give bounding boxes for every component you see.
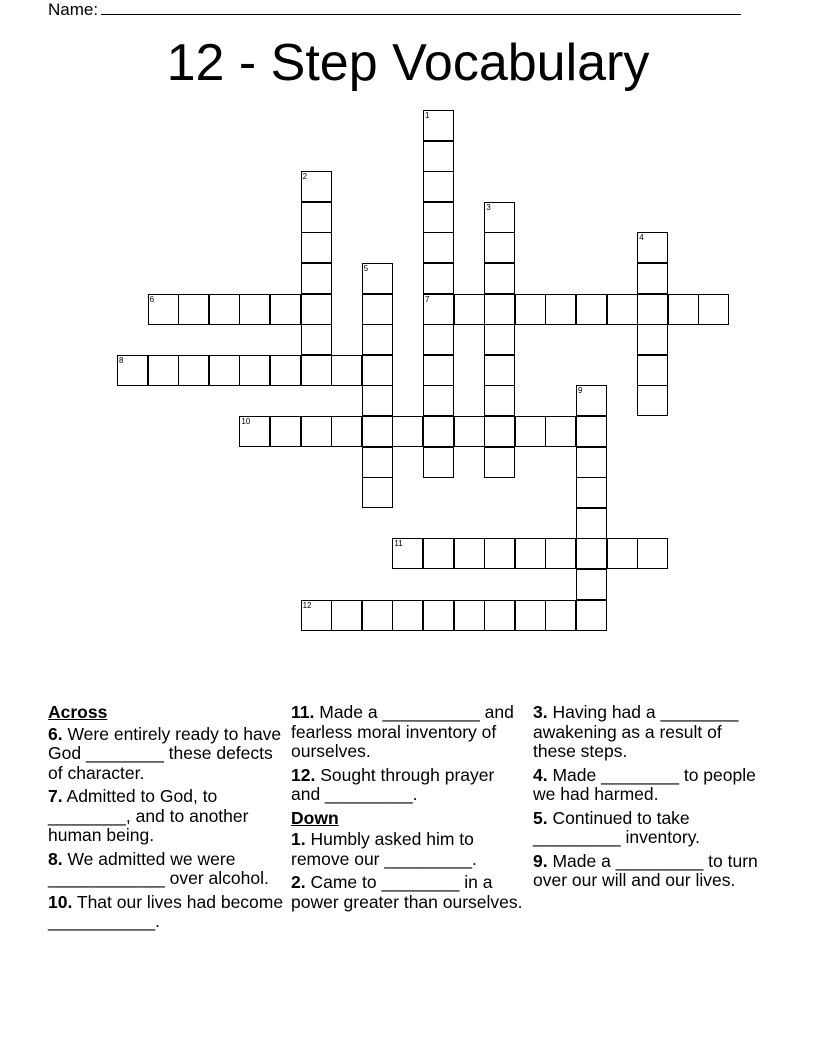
grid-cell[interactable] [423, 171, 454, 202]
grid-cell[interactable] [484, 447, 515, 478]
grid-cell[interactable] [239, 355, 270, 386]
clue-number: 1 [425, 111, 430, 120]
grid-cell[interactable] [576, 385, 607, 416]
grid-cell[interactable] [362, 324, 393, 355]
grid-cell[interactable] [392, 600, 423, 631]
grid-cell[interactable] [576, 569, 607, 600]
clue-down-4: 4. Made ________ to people we had harmed. [533, 764, 756, 804]
grid-cell[interactable] [423, 600, 454, 631]
clue-number: 11 [394, 539, 403, 549]
clue-number: 4 [639, 233, 644, 243]
grid-cell[interactable] [331, 416, 362, 447]
grid-cell[interactable] [239, 294, 270, 325]
grid-cell[interactable] [362, 385, 393, 416]
down-heading: Down [291, 807, 339, 828]
clue-down-2: 2. Came to ________ in a power greater than ourselves. [291, 872, 523, 912]
grid-cell[interactable] [301, 294, 332, 325]
grid-cell[interactable] [148, 355, 179, 386]
clue-number: 10 [241, 417, 251, 426]
grid-cell[interactable] [545, 294, 576, 325]
grid-cell[interactable] [484, 355, 515, 386]
clue-number: 7 [425, 294, 430, 304]
grid-cell[interactable] [423, 538, 454, 569]
grid-cell[interactable] [454, 600, 485, 631]
clue-number: 5 [363, 264, 369, 273]
clues-column-2 [291, 703, 527, 916]
grid-cell[interactable] [484, 294, 515, 325]
grid-cell[interactable] [545, 538, 576, 569]
clues-column-1 [48, 703, 284, 936]
grid-cell[interactable] [362, 263, 393, 294]
grid-cell[interactable] [362, 447, 393, 478]
clue-down-9: 9. Made a _________ to turn over our will and our lives. [533, 850, 758, 890]
grid-cell[interactable] [576, 447, 607, 478]
grid-cell[interactable] [209, 355, 240, 386]
clue-number: 2 [302, 172, 308, 182]
grid-cell[interactable] [178, 355, 209, 386]
grid-cell[interactable] [423, 202, 454, 233]
across-heading: Across [48, 702, 108, 722]
grid-cell[interactable] [484, 232, 515, 263]
clue-number: 8 [119, 355, 124, 365]
clue-down-5: 5. Continued to take _________ inventory. [533, 807, 701, 847]
grid-cell[interactable] [423, 263, 454, 294]
grid-cell[interactable] [637, 324, 668, 355]
grid-cell[interactable] [270, 416, 301, 447]
grid-cell[interactable] [209, 294, 240, 325]
grid-cell[interactable] [576, 477, 607, 508]
grid-cell[interactable] [423, 141, 454, 172]
grid-cell[interactable] [545, 416, 576, 447]
grid-cell[interactable] [423, 385, 454, 416]
grid-cell[interactable] [178, 294, 209, 325]
grid-cell[interactable] [301, 324, 332, 355]
clue-number: 3 [486, 202, 491, 212]
grid-cell[interactable] [484, 202, 515, 233]
grid-cell[interactable] [362, 294, 393, 325]
grid-cell[interactable] [301, 232, 332, 263]
grid-cell[interactable] [301, 263, 332, 294]
grid-cell[interactable] [484, 385, 515, 416]
grid-cell[interactable] [331, 600, 362, 631]
grid-cell[interactable] [545, 600, 576, 631]
grid-cell[interactable] [117, 355, 148, 386]
clue-number: 12 [302, 600, 312, 610]
grid-cell[interactable] [576, 416, 607, 447]
page-title: 12 - Step Vocabulary [166, 34, 650, 92]
grid-cell[interactable] [484, 324, 515, 355]
grid-cell[interactable] [392, 538, 423, 569]
grid-cell[interactable] [454, 416, 485, 447]
grid-cell[interactable] [301, 416, 332, 447]
grid-cell[interactable] [454, 538, 485, 569]
grid-cell[interactable] [239, 416, 270, 447]
grid-cell[interactable] [484, 600, 515, 631]
grid-cell[interactable] [301, 171, 332, 202]
grid-cell[interactable] [301, 202, 332, 233]
grid-cell[interactable] [576, 508, 607, 539]
grid-cell[interactable] [637, 294, 668, 325]
grid-cell[interactable] [270, 355, 301, 386]
grid-cell[interactable] [484, 263, 515, 294]
grid-cell[interactable] [454, 294, 485, 325]
clue-across-7: 7. Admitted to God, to ________, and to another human being. [48, 786, 249, 845]
grid-cell[interactable] [362, 416, 393, 447]
grid-cell[interactable] [576, 538, 607, 569]
grid-cell[interactable] [362, 477, 393, 508]
grid-cell[interactable] [423, 416, 454, 447]
clue-number: 6 [149, 294, 155, 304]
grid-cell[interactable] [607, 538, 638, 569]
clues-column-3 [533, 703, 769, 895]
grid-cell[interactable] [362, 355, 393, 386]
grid-cell[interactable] [301, 600, 332, 631]
grid-cell[interactable] [423, 324, 454, 355]
grid-cell[interactable] [637, 263, 668, 294]
grid-cell[interactable] [637, 538, 668, 569]
grid-cell[interactable] [362, 600, 393, 631]
clue-number: 9 [578, 386, 583, 396]
grid-cell[interactable] [423, 355, 454, 386]
clue-across-12: 12. Sought through prayer and _________. [291, 764, 495, 804]
grid-cell[interactable] [423, 232, 454, 263]
grid-cell[interactable] [484, 538, 515, 569]
clue-down-3: 3. Having had a ________ awakening as a result of these steps. [533, 702, 739, 761]
grid-cell[interactable] [515, 600, 546, 631]
grid-cell[interactable] [515, 538, 546, 569]
grid-cell[interactable] [423, 294, 454, 325]
grid-cell[interactable] [607, 294, 638, 325]
name-label: Name: [48, 0, 99, 19]
grid-cell[interactable] [637, 355, 668, 386]
grid-cell[interactable] [637, 232, 668, 263]
grid-cell[interactable] [392, 416, 423, 447]
grid-cell[interactable] [423, 110, 454, 141]
grid-cell[interactable] [148, 294, 179, 325]
grid-cell[interactable] [576, 600, 607, 631]
grid-cell[interactable] [668, 294, 699, 325]
grid-cell[interactable] [576, 294, 607, 325]
grid-cell[interactable] [331, 355, 362, 386]
grid-cell[interactable] [301, 355, 332, 386]
clue-across-6: 6. Were entirely ready to have God ________ these defects of character. [48, 723, 282, 783]
clue-down-1: 1. Humbly asked him to remove our _________. [291, 829, 477, 869]
grid-cell[interactable] [515, 294, 546, 325]
grid-cell[interactable] [698, 294, 729, 325]
clue-across-11: 11. Made a __________ and fearless moral inventory of ourselves. [291, 702, 514, 761]
clue-across-8: 8. We admitted we were ____________ over alcohol. [48, 848, 269, 888]
grid-cell[interactable] [515, 416, 546, 447]
grid-cell[interactable] [637, 385, 668, 416]
clue-across-10: 10. That our lives had become ___________. [48, 891, 284, 931]
grid-cell[interactable] [423, 447, 454, 478]
grid-cell[interactable] [270, 294, 301, 325]
grid-cell[interactable] [484, 416, 515, 447]
